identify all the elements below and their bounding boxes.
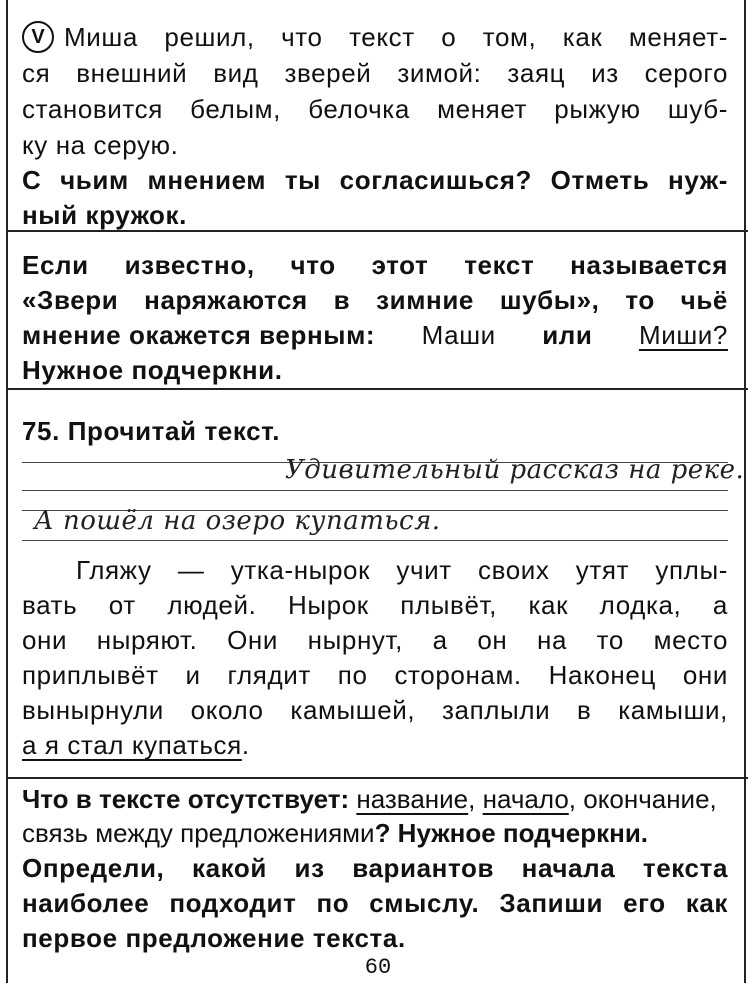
page-number: 60	[364, 955, 392, 980]
block2-line-1: Если известно, что этот текст называется	[22, 250, 728, 280]
underlined-last-sentence: а я стал купаться	[22, 730, 242, 760]
block1-line-4: ку на серую.	[22, 130, 179, 160]
block2-or: или	[542, 320, 593, 350]
block2-line-4: Нужное подчеркни.	[22, 355, 283, 385]
block1-question-1: С чьим мнением ты согласишься? Отметь нуж-	[22, 165, 728, 195]
task-comma: ,	[468, 784, 476, 814]
divider-2	[6, 388, 748, 390]
handwritten-line-2: А пошёл на озеро купаться.	[34, 506, 441, 536]
text-line-4: приплывёт и глядит по сторонам. Наконец они	[22, 660, 728, 690]
block1-line-2: ся внешний вид зверей зимой: заяц из серого	[22, 58, 728, 88]
task-line-4: наиболее подходит по смыслу. Запиши его как	[22, 888, 728, 918]
writing-rule-4	[22, 540, 728, 541]
task-line-3: Определи, какой из вариантов начала текста	[22, 853, 728, 883]
task-line-5: первое предложение текста.	[22, 923, 406, 953]
block1-line-1: Миша решил, что текст о том, как меняет-	[64, 22, 728, 52]
option-title-underlined[interactable]: название	[356, 784, 469, 814]
task-line-1	[22, 782, 728, 816]
block2-prompt: мнение окажется верным:	[22, 320, 376, 350]
divider-3	[6, 777, 748, 779]
task-question: Что в тексте отсутствует:	[22, 784, 350, 814]
block1-question-2: ный кружок.	[22, 200, 187, 230]
option-beginning-underlined[interactable]: начало	[482, 784, 569, 814]
option-ending[interactable]: , окончание,	[568, 784, 717, 814]
text-line-1: Гляжу — утка-нырок учит своих утят уплы-	[76, 555, 728, 585]
block1-line-3: становится белым, белочка меняет рыжую шуб-	[22, 94, 728, 124]
text-line-6-end: .	[241, 730, 250, 760]
option-misha-underlined[interactable]: Миши?	[638, 320, 728, 350]
writing-rule-2	[22, 490, 728, 491]
circled-v-marker: V	[22, 21, 54, 53]
task-instruction: ? Нужное подчеркни.	[374, 818, 649, 848]
exercise-heading: 75. Прочитай текст.	[22, 416, 281, 446]
option-connection[interactable]: связь между предложениями	[22, 818, 375, 848]
text-line-5: вынырнули около камышей, заплыли в камыши,	[22, 695, 728, 725]
text-line-2: вать от людей. Нырок плывёт, как лодка, а	[22, 590, 728, 620]
handwritten-line-1: Удивительный рассказ на реке.	[285, 455, 745, 485]
block2-line-3	[22, 318, 728, 352]
block2-line-2: «Звери наряжаются в зимние шубы», то чьё	[22, 285, 728, 315]
option-masha[interactable]: Маши	[421, 320, 496, 350]
text-line-3: они ныряют. Они нырнут, а он на то место	[22, 625, 728, 655]
text-line-6	[22, 728, 728, 762]
task-line-2	[22, 816, 728, 850]
